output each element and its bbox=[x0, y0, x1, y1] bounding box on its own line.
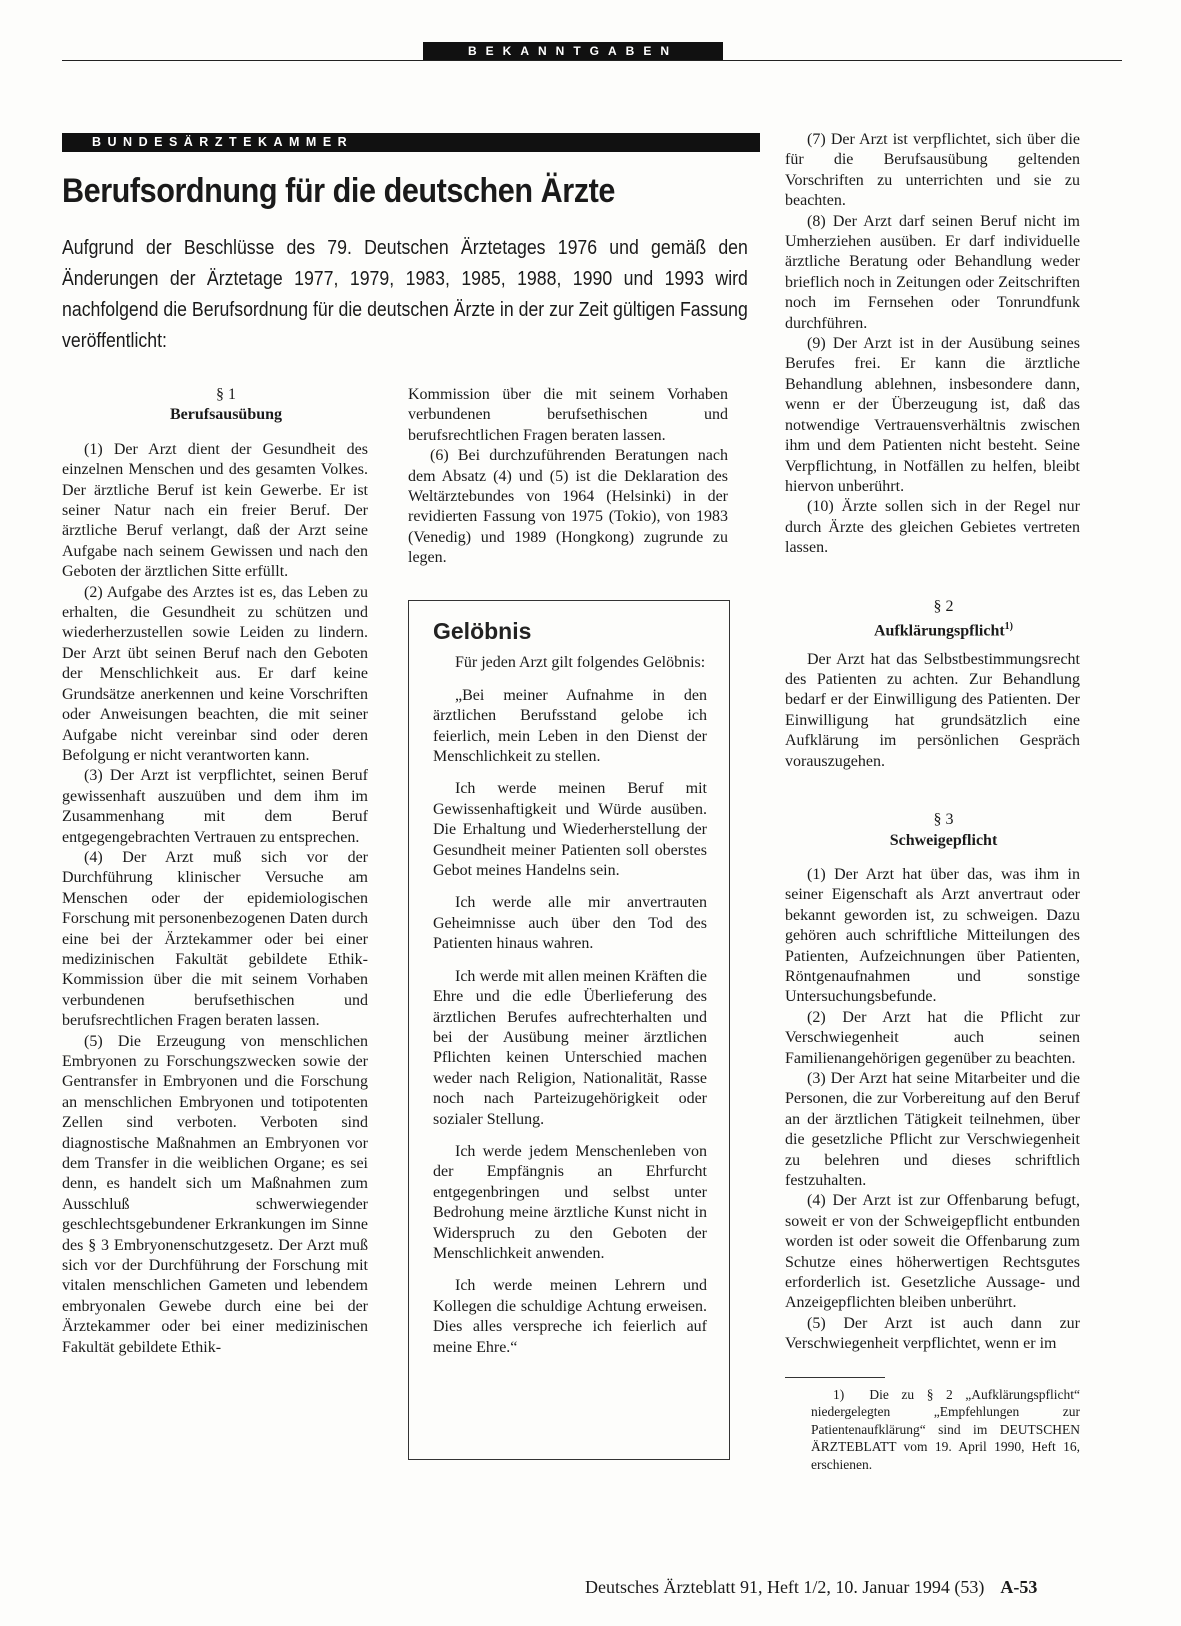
article-title: Berufsordnung für die deutschen Ärzte bbox=[62, 172, 615, 210]
paragraph: (3) Der Arzt ist verpflichtet, seinen Beruf gewissenhaft auszuüben und dem ihm im Zusammenhang mit dem Beruf entgegengebrachten Vertrauen zu entsprechen. bbox=[62, 767, 368, 846]
section-sign-2: § 2 bbox=[933, 597, 954, 615]
pledge-paragraph: Ich werde jedem Menschenleben von der Empfängnis an Ehrfurcht entgegenbringen und selbst unter Bedrohung meine ärztliche Kunst nicht in Widerspruch zu den Geboten der Menschlichkeit anwenden. bbox=[433, 1142, 707, 1262]
paragraph: Kommission über die mit seinem Vorhaben verbundenen berufsethischen und berufsrechtlichen Fragen beraten lassen. bbox=[408, 386, 728, 444]
paragraph: (10) Ärzte sollen sich in der Regel nur durch Ärzte des gleichen Gebietes vertreten lassen. bbox=[785, 498, 1080, 557]
section-heading-3: Schweigepflicht bbox=[889, 831, 998, 849]
header-rule bbox=[62, 60, 1122, 61]
section-sign-3: § 3 bbox=[933, 811, 954, 829]
footnote-rule bbox=[785, 1377, 885, 1378]
paragraph: (2) Der Arzt hat die Pflicht zur Verschwiegenheit auch seinen Familienangehörigen gegenüber zu beachten. bbox=[785, 1008, 1080, 1067]
paragraph: (1) Der Arzt hat über das, was ihm in seiner Eigenschaft als Arzt anvertraut oder bekannt geworden ist, zu schweigen. Dazu gehören auch schriftliche Mitteilungen des Patienten, Aufzeichnungen über Patienten, Röntgenaufnahmen und sonstige Untersuchungsbefunde. bbox=[785, 865, 1080, 1006]
section-heading-1: Berufsausübung bbox=[169, 406, 283, 424]
paragraph: (4) Der Arzt muß sich vor der Durchführung klinischer Versuche am Menschen oder der epidemiologischen Forschung mit personenbezogenen Daten durch eine bei der Ärztekammer oder bei einer medizinischen Fakultät gebildete Ethik-Kommission über die mit seinem Vorhaben verbundenen berufsethischen und berufsrechtlichen Fragen beraten lassen. bbox=[62, 848, 368, 1030]
footnote: 1) Die zu § 2 „Aufklärungspflicht“ niedergelegten „Empfehlungen zur Patientenaufklärung“ sind im DEUTSCHEN ÄRZTEBLATT vom 19. April 1990, Heft 16, erschienen. bbox=[811, 1386, 1081, 1472]
paragraph: Der Arzt hat das Selbstbestimmungsrecht des Patienten zu achten. Zur Behandlung bedarf er der Einwilligung des Patienten. Der Einwilligung hat grundsätzlich eine Aufklärung im persönlichen Gespräch vorauszugehen. bbox=[785, 650, 1080, 770]
pledge-paragraph: Ich werde meinen Beruf mit Gewissenhaftigkeit und Würde ausüben. Die Erhaltung und Wiederherstellung der Gesundheit meiner Patienten soll oberstes Gebot meines Handelns sein. bbox=[433, 780, 707, 880]
paragraph: (8) Der Arzt darf seinen Beruf nicht im Umherziehen ausüben. Er darf individuelle ärztliche Beratung oder Behandlung weder brieflich noch in Zeitungen oder Zeitschriften noch im Fernsehen oder Tonrundfunk durchführen. bbox=[785, 212, 1080, 332]
paragraph: (6) Bei durchzuführenden Beratungen nach dem Absatz (4) und (5) ist die Deklaration des Weltärztebundes von 1964 (Helsinki) in der revidierten Fassung von 1975 (Tokio), von 1983 (Venedig) und 1989 (Hongkong) zugrunde zu legen. bbox=[408, 447, 728, 567]
article-lead: Aufgrund der Beschlüsse des 79. Deutschen Ärztetages 1976 und gemäß den Änderungen der Ärztetage 1977, 1979, 1983, 1985, 1988, 1990 und 1993 wird nachfolgend die Berufsordnung für die deutschen Ärzte in der zur Zeit gültigen Fassung veröffentlicht: bbox=[62, 237, 748, 352]
pledge-title: Gelöbnis bbox=[433, 618, 532, 644]
paragraph: (7) Der Arzt ist verpflichtet, sich über die für die Berufsausübung geltenden Vorschriften zu unterrichten und sie zu beachten. bbox=[785, 131, 1080, 210]
pledge-paragraph: Ich werde alle mir anvertrauten Geheimnisse auch über den Tod des Patienten hinaus wahren. bbox=[433, 894, 707, 953]
section-heading-2: Aufklärungspflicht$^{1)}$ bbox=[873, 620, 1014, 640]
page-footer bbox=[585, 1577, 1037, 1598]
paragraph: (3) Der Arzt hat seine Mitarbeiter und die Personen, die zur Vorbereitung auf den Beruf an der ärztlichen Tätigkeit teilnehmen, über die gesetzliche Pflicht zur Verschwiegenheit zu belehren und dieses schriftlich festzuhalten. bbox=[785, 1069, 1080, 1190]
top-banner: BEKANNTGABEN bbox=[423, 42, 723, 60]
pledge-paragraph: Ich werde mit allen meinen Kräften die Ehre und die edle Überlieferung des ärztlichen Berufes aufrechterhalten und bei der Ausübung meiner ärztlichen Pflichten keinen Unterschied machen weder nach Religion, Nationalität, Rasse noch nach Parteizugehörigkeit oder sozialer Stellung. bbox=[433, 967, 707, 1128]
paragraph: (1) Der Arzt dient der Gesundheit des einzelnen Menschen und des gesamten Volkes. Der ärztliche Beruf ist kein Gewerbe. Er ist seiner Natur nach ein freier Beruf. Der ärztliche Beruf verlangt, daß der Arzt seine Aufgabe nach seinem Gewissen und nach den Geboten der ärztlichen Sitte erfüllt. bbox=[62, 440, 368, 581]
footer-citation: Deutsches Ärzteblatt 91, Heft 1/2, 10. Januar 1994 (53) bbox=[585, 1577, 985, 1597]
paragraph: (5) Der Arzt ist auch dann zur Verschwiegenheit verpflichtet, wenn er im bbox=[785, 1314, 1080, 1353]
section-sign-1: § 1 bbox=[216, 386, 236, 403]
pledge-box bbox=[408, 600, 730, 1460]
pledge-paragraph: Ich werde meinen Lehrern und Kollegen die schuldige Achtung erweisen. Dies alles verspreche ich feierlich auf meine Ehre.“ bbox=[433, 1277, 707, 1356]
paragraph: (9) Der Arzt ist in der Ausübung seines Berufes frei. Er kann die ärztliche Behandlung ablehnen, insbesondere dann, wenn er der Überzeugung ist, daß das notwendige Vertrauensverhältnis zwischen ihm und dem Patienten nicht besteht. Seine Verpflichtung, in Notfällen zu helfen, bleibt hiervon unberührt. bbox=[785, 335, 1080, 495]
paragraph: (5) Die Erzeugung von menschlichen Embryonen zu Forschungszwecken sowie der Gentransfer in Embryonen und die Forschung an menschlichen Embryonen und totipotenten Zellen sind verboten. Verboten sind diagnostische Maßnahmen an Embryonen vor dem Transfer in die weiblichen Organe; es sei denn, es handelt sich um Maßnahmen zum Ausschluß schwerwiegender geschlechtsgebundener Erkrankungen im Sinne des § 3 Embryonenschutzgesetz. Der Arzt muß sich vor der Durchführung der Forschung mit vitalen menschlichen Gameten und lebendem embryonalen Gewebe durch eine bei der Ärztekammer oder bei einer medizinischen Fakultät gebildete Ethik- bbox=[62, 1032, 368, 1356]
pledge-paragraph: „Bei meiner Aufnahme in den ärztlichen Berufsstand gelobe ich feierlich, mein Leben in den Dienst der Menschlichkeit zu stellen. bbox=[433, 686, 707, 766]
pledge-paragraph: Für jeden Arzt gilt folgendes Gelöbnis: bbox=[455, 654, 706, 672]
section-banner: BUNDESÄRZTEKAMMER bbox=[62, 133, 760, 152]
column-3 bbox=[785, 130, 1080, 1473]
column-1 bbox=[62, 385, 368, 1358]
column-2 bbox=[408, 385, 728, 569]
paragraph: (2) Aufgabe des Arztes ist es, das Leben zu erhalten, die Gesundheit zu schützen und wiederherzustellen sowie Leiden zu lindern. Der Arzt übt seinen Beruf nach den Geboten der Menschlichkeit aus. Er darf keine Grundsätze anerkennen und keine Vorschriften oder Anweisungen beachten, die mit seiner Aufgabe nicht vereinbar sind oder deren Befolgung er nicht verantworten kann. bbox=[62, 583, 368, 764]
footnote-ref: 1) bbox=[1004, 620, 1014, 632]
page-number: A-53 bbox=[1000, 1577, 1038, 1597]
paragraph: (4) Der Arzt ist zur Offenbarung befugt, soweit er von der Schweigepflicht entbunden worden ist oder soweit die Offenbarung zum Schutze eines höherwertigen Rechtsgutes erforderlich ist. Gesetzliche Aussage- und Anzeigepflichten bleiben unberührt. bbox=[785, 1192, 1080, 1312]
